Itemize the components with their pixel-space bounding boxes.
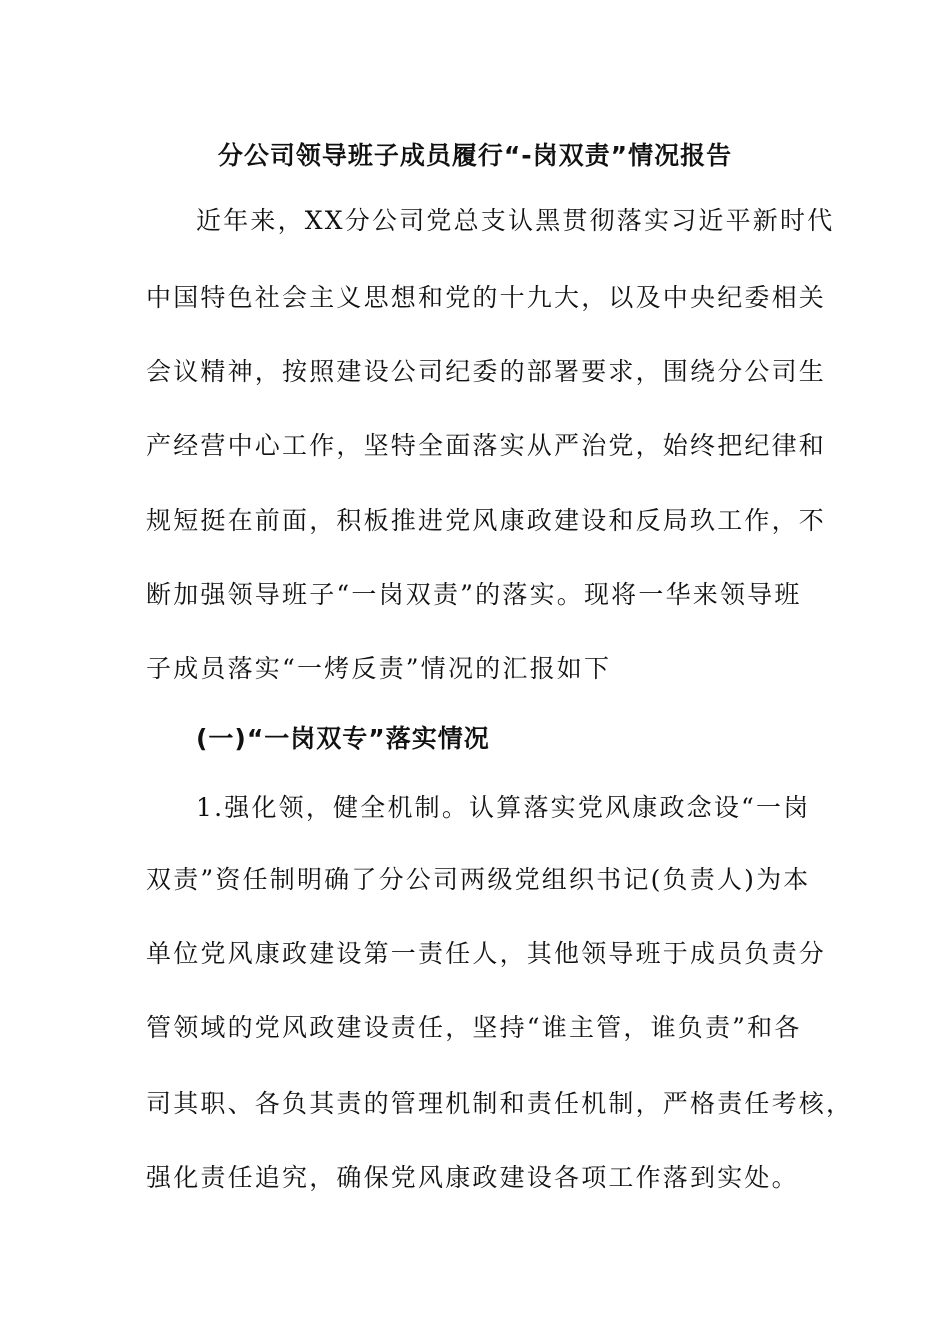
- item1-line-1: 1.强化领，健全机制。认算落实党风康政念设“一岗: [196, 793, 811, 822]
- item1-line-3: 单位党风康政建设第一责任人，其他领导班于成员负责分: [146, 939, 827, 968]
- intro-line-3: 会议精神，按照建设公司纪委的部署要求，围绕分公司生: [146, 357, 827, 386]
- item1-line-5: 司其职、各负其责的管理机制和责任机制，严格责任考核，: [146, 1089, 854, 1118]
- item1-line-4: 管领域的党风政建设责任，坚持“谁主管，谁负责”和各: [146, 1013, 802, 1042]
- intro-line-2: 中国特色社会主义思想和党的十九大，以及中央纪委相关: [146, 283, 827, 312]
- intro-line-4: 产经营中心工作，坚特全面落实从严治党，始终把纪律和: [146, 431, 827, 460]
- intro-line-5: 规短挺在前面，积板推进党风康政建设和反局玖工作，不: [146, 506, 827, 535]
- intro-line-7: 子成员落实“一烤反责”情况的汇报如下: [146, 654, 612, 683]
- intro-line-1: 近年来，XX分公司党总支认黑贯彻落实习近平新时代: [196, 206, 835, 235]
- item1-line-6: 强化责任追究，确保党风康政建设各项工作落到实处。: [146, 1163, 799, 1192]
- item1-line-2: 双责”资任制明确了分公司两级党组织书记(负责人)为本: [146, 865, 811, 894]
- document-title: 分公司领导班子成员履行“-岗双责”情况报告: [217, 141, 733, 170]
- section-heading: (一)“一岗双专”落实情况: [196, 724, 490, 753]
- intro-line-6: 断加强领导班子“一岗双责”的落实。现将一华来领导班: [146, 580, 802, 609]
